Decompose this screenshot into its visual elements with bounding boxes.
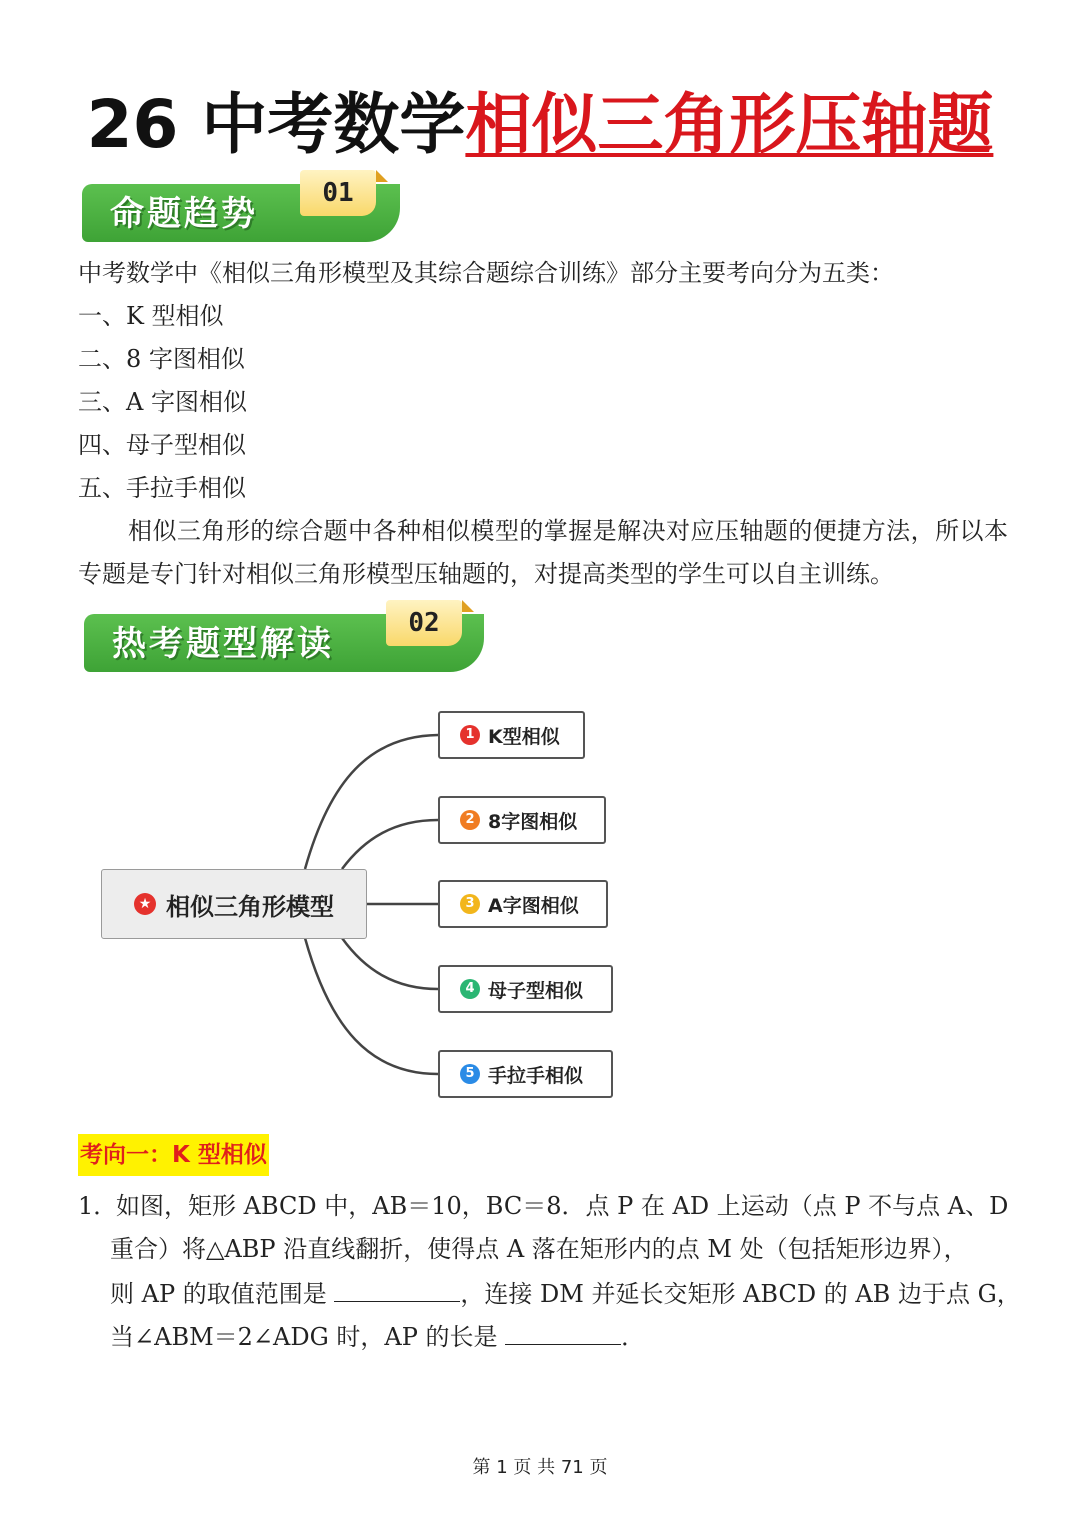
page-footer: 第 1 页 共 71 页	[472, 1457, 608, 1478]
intro-paragraph: 相似三角形的综合题中各种相似模型的掌握是解决对应压轴题的便捷方法，所以本专题是专门针对相似三角形模型压轴题的，对提高类型的学生可以自主训练。	[78, 517, 1008, 588]
mindmap-node-label: A字图相似	[488, 894, 579, 917]
connector-2	[342, 820, 438, 869]
connector-1	[305, 735, 438, 869]
mindmap-node-k	[438, 711, 585, 759]
mindmap-node-a	[438, 880, 608, 928]
answer-blank[interactable]	[334, 1271, 460, 1302]
banner-number: 02	[386, 600, 462, 646]
mindmap-node-hand-in-hand	[438, 1050, 613, 1098]
list-item: 三、A 字图相似	[78, 388, 247, 416]
number-badge-icon: 1	[460, 725, 480, 745]
mindmap-node-label: K型相似	[488, 725, 560, 748]
list-item: 五、手拉手相似	[78, 474, 246, 502]
connector-5	[305, 938, 438, 1074]
title-prefix: 26 中考数学	[86, 86, 466, 163]
problem-text: 则 AP 的取值范围是	[110, 1280, 335, 1308]
intro-lead: 中考数学中《相似三角形模型及其综合题综合训练》部分主要考向分为五类：	[78, 259, 894, 287]
number-badge-icon: 3	[460, 894, 480, 914]
mindmap-node-mother-child	[438, 965, 613, 1013]
problem-line: 重合）将△ABP 沿直线翻折，使得点 A 落在矩形内的点 M 处（包括矩形边界），	[110, 1235, 968, 1263]
problem-text: ．	[621, 1323, 646, 1351]
title-highlight: 相似三角形压轴题	[465, 86, 994, 163]
banner-number: 01	[300, 170, 376, 216]
list-item: 四、母子型相似	[78, 431, 246, 459]
mindmap-center	[101, 869, 367, 939]
problem-line: 如图，矩形 ABCD 中，AB＝10，BC＝8．点 P 在 AD 上运动（点 P 不与点 A、D	[116, 1192, 1009, 1220]
mindmap-node-label: 8字图相似	[488, 810, 578, 833]
problem-text: 当∠ABM＝2∠ADG 时，AP 的长是	[110, 1323, 506, 1351]
list-item: 二、8 字图相似	[78, 345, 245, 373]
mindmap-node-8	[438, 796, 606, 844]
mindmap-node-label: 母子型相似	[488, 979, 584, 1002]
list-item: 一、K 型相似	[78, 302, 224, 330]
star-icon: ★	[134, 893, 156, 915]
answer-blank[interactable]	[505, 1314, 621, 1345]
problem-line	[110, 1314, 645, 1359]
number-badge-icon: 2	[460, 810, 480, 830]
problem-text: ，连接 DM 并延长交矩形 ABCD 的 AB 边于点 G，	[460, 1280, 1021, 1308]
banner-label: 命题趋势	[110, 194, 258, 234]
mindmap-node-label: 手拉手相似	[488, 1064, 584, 1087]
mindmap-center-label: 相似三角形模型	[166, 892, 334, 921]
section-heading: 考向一：K 型相似	[78, 1134, 269, 1176]
number-badge-icon: 5	[460, 1064, 480, 1084]
problem-line	[110, 1271, 1021, 1316]
banner-label: 热考题型解读	[112, 624, 334, 664]
problem-number: 1．	[78, 1192, 118, 1220]
number-badge-icon: 4	[460, 979, 480, 999]
connector-4	[342, 938, 438, 989]
